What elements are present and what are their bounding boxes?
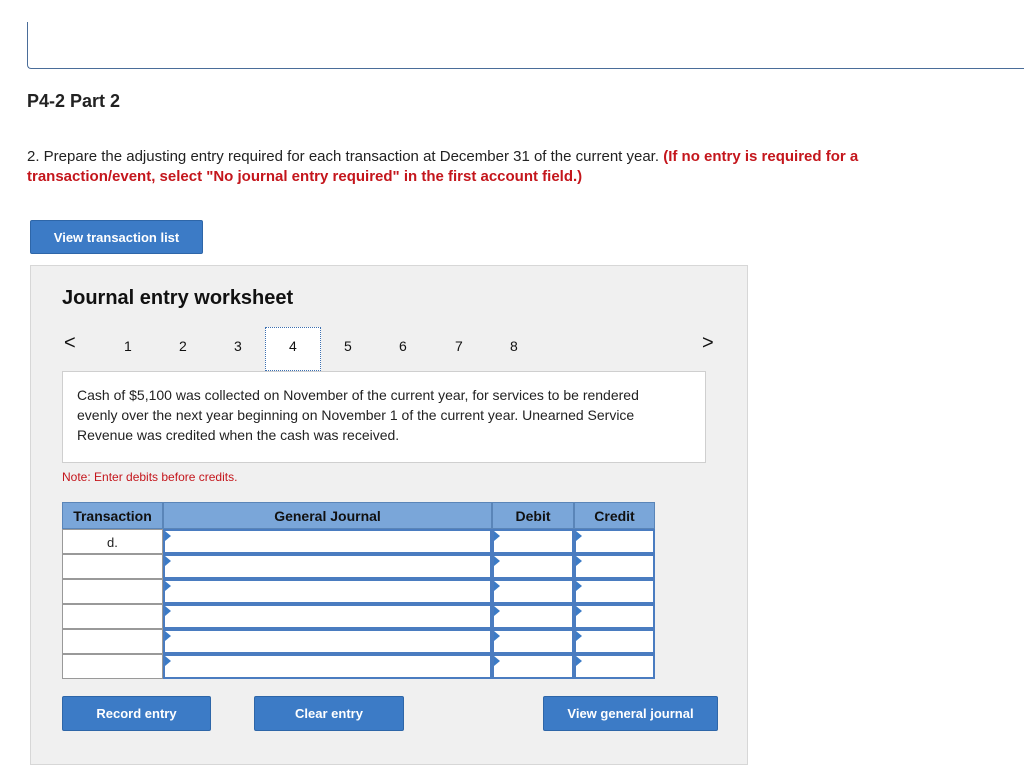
- view-general-journal-button[interactable]: View general journal: [543, 696, 718, 731]
- entry-note: Note: Enter debits before credits.: [62, 470, 238, 484]
- chevron-right-icon[interactable]: >: [702, 332, 714, 354]
- account-field[interactable]: [163, 529, 492, 554]
- page-1[interactable]: 1: [124, 338, 132, 354]
- credit-field[interactable]: [574, 529, 655, 554]
- debit-field[interactable]: [492, 554, 574, 579]
- page-7[interactable]: 7: [455, 338, 463, 354]
- debit-field[interactable]: [492, 579, 574, 604]
- dropdown-arrow-icon: [165, 606, 171, 616]
- account-field[interactable]: [163, 604, 492, 629]
- col-header-credit: Credit: [574, 502, 655, 529]
- transaction-cell: [62, 604, 163, 629]
- dropdown-arrow-icon: [494, 556, 500, 566]
- credit-field[interactable]: [574, 579, 655, 604]
- instructions-required-note: (If no entry is required for a transaction/event, select "No journal entry required" in the first account field.): [27, 148, 859, 185]
- dropdown-arrow-icon: [165, 556, 171, 566]
- account-field[interactable]: [163, 629, 492, 654]
- account-field[interactable]: [163, 579, 492, 604]
- dropdown-arrow-icon: [494, 531, 500, 541]
- account-field[interactable]: [163, 554, 492, 579]
- dropdown-arrow-icon: [576, 631, 582, 641]
- worksheet-title: Journal entry worksheet: [62, 287, 294, 309]
- page-6[interactable]: 6: [399, 338, 407, 354]
- col-header-debit: Debit: [492, 502, 574, 529]
- dropdown-arrow-icon: [165, 581, 171, 591]
- page-title: P4-2 Part 2: [27, 91, 121, 111]
- credit-field[interactable]: [574, 654, 655, 679]
- page-3[interactable]: 3: [234, 338, 242, 354]
- page-5[interactable]: 5: [344, 338, 352, 354]
- instructions: [27, 147, 987, 187]
- debit-field[interactable]: [492, 529, 574, 554]
- dropdown-arrow-icon: [165, 656, 171, 666]
- answer-area-frame: [27, 22, 1024, 69]
- debit-field[interactable]: [492, 604, 574, 629]
- dropdown-arrow-icon: [494, 581, 500, 591]
- clear-entry-button[interactable]: Clear entry: [254, 696, 404, 731]
- col-header-general-journal: General Journal: [163, 502, 492, 529]
- credit-field[interactable]: [574, 554, 655, 579]
- view-transaction-list-button[interactable]: View transaction list: [30, 220, 203, 254]
- transaction-description: Cash of $5,100 was collected on November of the current year, for services to be rendered evenly over the next year beginning on November 1 of the current year. Unearned Service Revenue was credited when the cash was received.: [77, 387, 639, 443]
- page-4[interactable]: 4: [289, 338, 297, 354]
- page-8[interactable]: 8: [510, 338, 518, 354]
- transaction-cell: [62, 654, 163, 679]
- transaction-cell: [62, 554, 163, 579]
- dropdown-arrow-icon: [494, 606, 500, 616]
- credit-field[interactable]: [574, 604, 655, 629]
- record-entry-button[interactable]: Record entry: [62, 696, 211, 731]
- dropdown-arrow-icon: [576, 656, 582, 666]
- page-2[interactable]: 2: [179, 338, 187, 354]
- transaction-cell: [62, 629, 163, 654]
- dropdown-arrow-icon: [165, 531, 171, 541]
- debit-field[interactable]: [492, 654, 574, 679]
- dropdown-arrow-icon: [576, 606, 582, 616]
- dropdown-arrow-icon: [494, 631, 500, 641]
- chevron-left-icon[interactable]: <: [64, 332, 76, 354]
- col-header-transaction: Transaction: [62, 502, 163, 529]
- dropdown-arrow-icon: [165, 631, 171, 641]
- dropdown-arrow-icon: [576, 581, 582, 591]
- transaction-cell: [62, 579, 163, 604]
- dropdown-arrow-icon: [576, 531, 582, 541]
- credit-field[interactable]: [574, 629, 655, 654]
- account-field[interactable]: [163, 654, 492, 679]
- transaction-label: d.: [107, 535, 118, 550]
- instructions-text: 2. Prepare the adjusting entry required for each transaction at December 31 of the current year.: [27, 148, 660, 165]
- dropdown-arrow-icon: [576, 556, 582, 566]
- dropdown-arrow-icon: [494, 656, 500, 666]
- debit-field[interactable]: [492, 629, 574, 654]
